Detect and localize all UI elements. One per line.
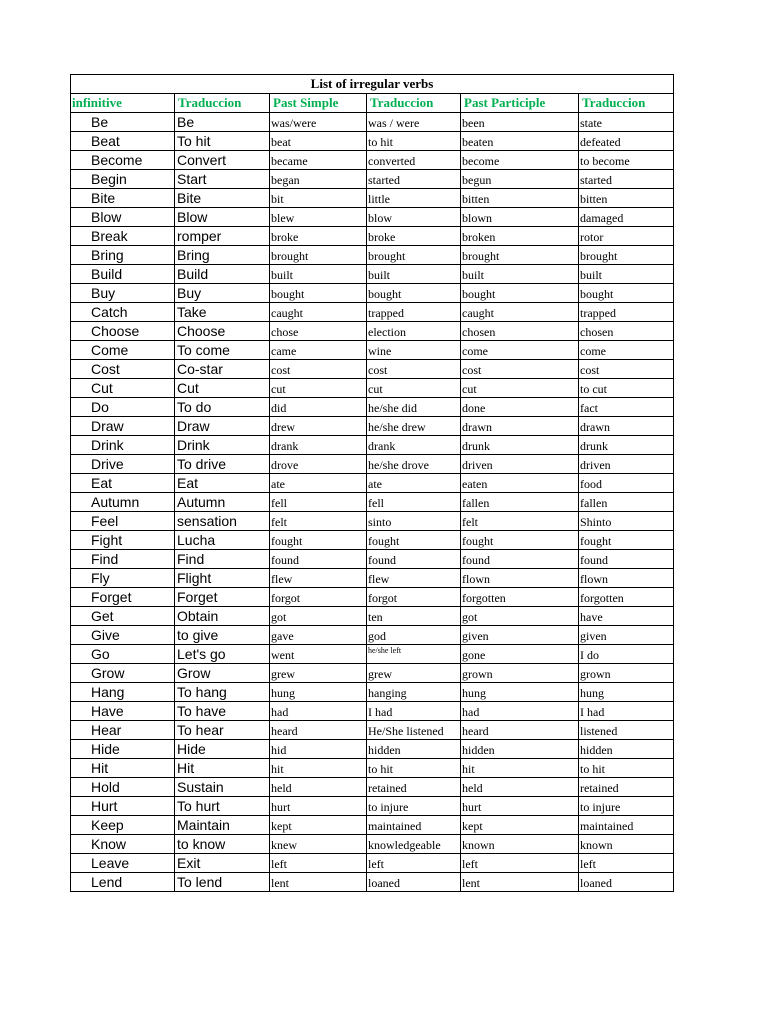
- traduccion-participle-cell: defeated: [579, 132, 674, 151]
- header-infinitive: infinitive: [71, 94, 175, 113]
- table-row: [71, 721, 674, 740]
- table-body: [71, 75, 674, 892]
- past-participle-cell: fallen: [461, 493, 579, 512]
- infinitive-cell: Go: [71, 645, 175, 664]
- traduccion-past-cell: flew: [367, 569, 461, 588]
- traduccion-past-cell: he/she left: [367, 645, 461, 664]
- traduccion-participle-cell: hung: [579, 683, 674, 702]
- infinitive-cell: Keep: [71, 816, 175, 835]
- traduccion-past-cell: hidden: [367, 740, 461, 759]
- past-participle-cell: heard: [461, 721, 579, 740]
- traduccion-cell: romper: [175, 227, 270, 246]
- table-row: [71, 740, 674, 759]
- traduccion-past-cell: brought: [367, 246, 461, 265]
- traduccion-participle-cell: bitten: [579, 189, 674, 208]
- past-simple-cell: broke: [270, 227, 367, 246]
- traduccion-cell: Grow: [175, 664, 270, 683]
- past-simple-cell: got: [270, 607, 367, 626]
- traduccion-participle-cell: fallen: [579, 493, 674, 512]
- traduccion-past-cell: ten: [367, 607, 461, 626]
- header-past-participle: Past Participle: [461, 94, 579, 113]
- past-participle-cell: got: [461, 607, 579, 626]
- traduccion-past-cell: converted: [367, 151, 461, 170]
- table-row: [71, 265, 674, 284]
- traduccion-cell: Draw: [175, 417, 270, 436]
- traduccion-past-cell: loaned: [367, 873, 461, 892]
- past-simple-cell: built: [270, 265, 367, 284]
- traduccion-participle-cell: known: [579, 835, 674, 854]
- table-row: [71, 284, 674, 303]
- past-simple-cell: bit: [270, 189, 367, 208]
- title-row: [71, 75, 674, 94]
- traduccion-participle-cell: to injure: [579, 797, 674, 816]
- traduccion-participle-cell: started: [579, 170, 674, 189]
- table-row: [71, 854, 674, 873]
- table-row: [71, 873, 674, 892]
- table-row: [71, 626, 674, 645]
- infinitive-cell: Come: [71, 341, 175, 360]
- traduccion-past-cell: fought: [367, 531, 461, 550]
- infinitive-cell: Hit: [71, 759, 175, 778]
- traduccion-participle-cell: to hit: [579, 759, 674, 778]
- table-row: [71, 398, 674, 417]
- table-row: [71, 588, 674, 607]
- infinitive-cell: Get: [71, 607, 175, 626]
- past-participle-cell: chosen: [461, 322, 579, 341]
- traduccion-cell: Eat: [175, 474, 270, 493]
- traduccion-past-cell: hanging: [367, 683, 461, 702]
- traduccion-participle-cell: listened: [579, 721, 674, 740]
- infinitive-cell: Draw: [71, 417, 175, 436]
- traduccion-cell: Choose: [175, 322, 270, 341]
- table-row: [71, 474, 674, 493]
- traduccion-cell: Hit: [175, 759, 270, 778]
- traduccion-past-cell: maintained: [367, 816, 461, 835]
- past-participle-cell: brought: [461, 246, 579, 265]
- past-simple-cell: cost: [270, 360, 367, 379]
- past-simple-cell: held: [270, 778, 367, 797]
- past-participle-cell: eaten: [461, 474, 579, 493]
- traduccion-past-cell: wine: [367, 341, 461, 360]
- past-participle-cell: felt: [461, 512, 579, 531]
- infinitive-cell: Hurt: [71, 797, 175, 816]
- past-participle-cell: drawn: [461, 417, 579, 436]
- past-simple-cell: heard: [270, 721, 367, 740]
- traduccion-past-cell: cut: [367, 379, 461, 398]
- past-participle-cell: kept: [461, 816, 579, 835]
- traduccion-cell: To lend: [175, 873, 270, 892]
- past-participle-cell: bought: [461, 284, 579, 303]
- past-participle-cell: bitten: [461, 189, 579, 208]
- infinitive-cell: Leave: [71, 854, 175, 873]
- traduccion-past-cell: little: [367, 189, 461, 208]
- traduccion-participle-cell: built: [579, 265, 674, 284]
- table-row: [71, 151, 674, 170]
- table-row: [71, 607, 674, 626]
- table-row: [71, 417, 674, 436]
- traduccion-past-cell: he/she did: [367, 398, 461, 417]
- table-row: [71, 341, 674, 360]
- traduccion-cell: Forget: [175, 588, 270, 607]
- past-participle-cell: been: [461, 113, 579, 132]
- table-row: [71, 683, 674, 702]
- traduccion-past-cell: bought: [367, 284, 461, 303]
- traduccion-cell: Take: [175, 303, 270, 322]
- past-participle-cell: beaten: [461, 132, 579, 151]
- table-row: [71, 531, 674, 550]
- infinitive-cell: Bring: [71, 246, 175, 265]
- past-simple-cell: brought: [270, 246, 367, 265]
- infinitive-cell: Become: [71, 151, 175, 170]
- infinitive-cell: Give: [71, 626, 175, 645]
- infinitive-cell: Grow: [71, 664, 175, 683]
- table-row: [71, 778, 674, 797]
- infinitive-cell: Fight: [71, 531, 175, 550]
- past-participle-cell: drunk: [461, 436, 579, 455]
- irregular-verbs-table: [70, 74, 674, 892]
- past-simple-cell: knew: [270, 835, 367, 854]
- past-participle-cell: flown: [461, 569, 579, 588]
- traduccion-participle-cell: state: [579, 113, 674, 132]
- traduccion-participle-cell: maintained: [579, 816, 674, 835]
- past-simple-cell: hurt: [270, 797, 367, 816]
- table-row: [71, 569, 674, 588]
- traduccion-cell: To do: [175, 398, 270, 417]
- traduccion-past-cell: cost: [367, 360, 461, 379]
- traduccion-cell: Lucha: [175, 531, 270, 550]
- table-row: [71, 227, 674, 246]
- past-participle-cell: built: [461, 265, 579, 284]
- infinitive-cell: Have: [71, 702, 175, 721]
- table-row: [71, 379, 674, 398]
- table-row: [71, 170, 674, 189]
- table-row: [71, 493, 674, 512]
- table-row: [71, 208, 674, 227]
- past-simple-cell: drove: [270, 455, 367, 474]
- past-participle-cell: come: [461, 341, 579, 360]
- infinitive-cell: Bite: [71, 189, 175, 208]
- table-row: [71, 512, 674, 531]
- traduccion-past-cell: was / were: [367, 113, 461, 132]
- table-row: [71, 132, 674, 151]
- traduccion-cell: to give: [175, 626, 270, 645]
- table-row: [71, 436, 674, 455]
- past-simple-cell: hung: [270, 683, 367, 702]
- past-simple-cell: bought: [270, 284, 367, 303]
- traduccion-cell: Co-star: [175, 360, 270, 379]
- past-participle-cell: known: [461, 835, 579, 854]
- past-participle-cell: forgotten: [461, 588, 579, 607]
- infinitive-cell: Begin: [71, 170, 175, 189]
- table-row: [71, 113, 674, 132]
- traduccion-past-cell: fell: [367, 493, 461, 512]
- past-simple-cell: left: [270, 854, 367, 873]
- infinitive-cell: Hear: [71, 721, 175, 740]
- table-row: [71, 550, 674, 569]
- traduccion-participle-cell: loaned: [579, 873, 674, 892]
- infinitive-cell: Be: [71, 113, 175, 132]
- traduccion-past-cell: He/She listened: [367, 721, 461, 740]
- past-simple-cell: began: [270, 170, 367, 189]
- table-row: [71, 645, 674, 664]
- past-participle-cell: driven: [461, 455, 579, 474]
- past-simple-cell: came: [270, 341, 367, 360]
- header-traduccion-1: Traduccion: [175, 94, 270, 113]
- past-participle-cell: broken: [461, 227, 579, 246]
- infinitive-cell: Catch: [71, 303, 175, 322]
- traduccion-cell: Flight: [175, 569, 270, 588]
- past-simple-cell: forgot: [270, 588, 367, 607]
- table-row: [71, 797, 674, 816]
- infinitive-cell: Cut: [71, 379, 175, 398]
- past-participle-cell: begun: [461, 170, 579, 189]
- infinitive-cell: Buy: [71, 284, 175, 303]
- traduccion-participle-cell: have: [579, 607, 674, 626]
- traduccion-cell: Blow: [175, 208, 270, 227]
- header-traduccion-3: Traduccion: [579, 94, 674, 113]
- table-row: [71, 455, 674, 474]
- table-row: [71, 759, 674, 778]
- traduccion-cell: To come: [175, 341, 270, 360]
- past-simple-cell: drank: [270, 436, 367, 455]
- traduccion-cell: Cut: [175, 379, 270, 398]
- traduccion-past-cell: grew: [367, 664, 461, 683]
- traduccion-participle-cell: drawn: [579, 417, 674, 436]
- table-row: [71, 246, 674, 265]
- traduccion-past-cell: god: [367, 626, 461, 645]
- past-participle-cell: hung: [461, 683, 579, 702]
- past-participle-cell: done: [461, 398, 579, 417]
- verb-sheet: [70, 74, 673, 892]
- past-participle-cell: hurt: [461, 797, 579, 816]
- infinitive-cell: Hang: [71, 683, 175, 702]
- traduccion-past-cell: started: [367, 170, 461, 189]
- traduccion-past-cell: trapped: [367, 303, 461, 322]
- traduccion-past-cell: he/she drew: [367, 417, 461, 436]
- infinitive-cell: Autumn: [71, 493, 175, 512]
- header-row: [71, 94, 674, 113]
- past-simple-cell: caught: [270, 303, 367, 322]
- table-row: [71, 835, 674, 854]
- traduccion-cell: To drive: [175, 455, 270, 474]
- table-row: [71, 664, 674, 683]
- traduccion-past-cell: to injure: [367, 797, 461, 816]
- past-simple-cell: found: [270, 550, 367, 569]
- header-traduccion-2: Traduccion: [367, 94, 461, 113]
- past-participle-cell: held: [461, 778, 579, 797]
- traduccion-cell: Let's go: [175, 645, 270, 664]
- traduccion-past-cell: left: [367, 854, 461, 873]
- past-simple-cell: fought: [270, 531, 367, 550]
- infinitive-cell: Hold: [71, 778, 175, 797]
- past-participle-cell: given: [461, 626, 579, 645]
- past-simple-cell: went: [270, 645, 367, 664]
- traduccion-past-cell: found: [367, 550, 461, 569]
- infinitive-cell: Know: [71, 835, 175, 854]
- infinitive-cell: Feel: [71, 512, 175, 531]
- past-simple-cell: ate: [270, 474, 367, 493]
- traduccion-cell: Build: [175, 265, 270, 284]
- traduccion-participle-cell: trapped: [579, 303, 674, 322]
- past-simple-cell: gave: [270, 626, 367, 645]
- traduccion-past-cell: to hit: [367, 759, 461, 778]
- traduccion-past-cell: retained: [367, 778, 461, 797]
- traduccion-cell: To hit: [175, 132, 270, 151]
- traduccion-participle-cell: damaged: [579, 208, 674, 227]
- past-simple-cell: kept: [270, 816, 367, 835]
- past-participle-cell: cost: [461, 360, 579, 379]
- traduccion-cell: Obtain: [175, 607, 270, 626]
- past-participle-cell: gone: [461, 645, 579, 664]
- past-participle-cell: hidden: [461, 740, 579, 759]
- infinitive-cell: Choose: [71, 322, 175, 341]
- traduccion-participle-cell: fought: [579, 531, 674, 550]
- infinitive-cell: Build: [71, 265, 175, 284]
- traduccion-participle-cell: Shinto: [579, 512, 674, 531]
- table-row: [71, 360, 674, 379]
- traduccion-cell: Drink: [175, 436, 270, 455]
- infinitive-cell: Cost: [71, 360, 175, 379]
- past-simple-cell: blew: [270, 208, 367, 227]
- traduccion-past-cell: knowledgeable: [367, 835, 461, 854]
- traduccion-participle-cell: cost: [579, 360, 674, 379]
- infinitive-cell: Hide: [71, 740, 175, 759]
- traduccion-participle-cell: bought: [579, 284, 674, 303]
- past-participle-cell: found: [461, 550, 579, 569]
- past-simple-cell: lent: [270, 873, 367, 892]
- past-simple-cell: flew: [270, 569, 367, 588]
- traduccion-past-cell: broke: [367, 227, 461, 246]
- traduccion-past-cell: election: [367, 322, 461, 341]
- past-simple-cell: did: [270, 398, 367, 417]
- infinitive-cell: Lend: [71, 873, 175, 892]
- traduccion-participle-cell: forgotten: [579, 588, 674, 607]
- infinitive-cell: Break: [71, 227, 175, 246]
- traduccion-cell: Be: [175, 113, 270, 132]
- traduccion-participle-cell: come: [579, 341, 674, 360]
- table-title: List of irregular verbs: [71, 75, 674, 94]
- past-simple-cell: cut: [270, 379, 367, 398]
- past-participle-cell: cut: [461, 379, 579, 398]
- past-simple-cell: beat: [270, 132, 367, 151]
- past-participle-cell: fought: [461, 531, 579, 550]
- traduccion-cell: Buy: [175, 284, 270, 303]
- past-participle-cell: had: [461, 702, 579, 721]
- traduccion-cell: To have: [175, 702, 270, 721]
- traduccion-participle-cell: chosen: [579, 322, 674, 341]
- traduccion-participle-cell: I had: [579, 702, 674, 721]
- table-row: [71, 303, 674, 322]
- traduccion-cell: Maintain: [175, 816, 270, 835]
- traduccion-past-cell: drank: [367, 436, 461, 455]
- traduccion-participle-cell: drunk: [579, 436, 674, 455]
- table-row: [71, 816, 674, 835]
- traduccion-cell: Exit: [175, 854, 270, 873]
- past-simple-cell: became: [270, 151, 367, 170]
- traduccion-cell: To hurt: [175, 797, 270, 816]
- traduccion-cell: To hear: [175, 721, 270, 740]
- traduccion-participle-cell: hidden: [579, 740, 674, 759]
- traduccion-past-cell: ate: [367, 474, 461, 493]
- traduccion-participle-cell: brought: [579, 246, 674, 265]
- past-simple-cell: drew: [270, 417, 367, 436]
- traduccion-participle-cell: food: [579, 474, 674, 493]
- traduccion-cell: Hide: [175, 740, 270, 759]
- traduccion-cell: Bring: [175, 246, 270, 265]
- traduccion-cell: Sustain: [175, 778, 270, 797]
- traduccion-past-cell: he/she drove: [367, 455, 461, 474]
- traduccion-participle-cell: I do: [579, 645, 674, 664]
- traduccion-past-cell: sinto: [367, 512, 461, 531]
- infinitive-cell: Forget: [71, 588, 175, 607]
- past-simple-cell: fell: [270, 493, 367, 512]
- past-simple-cell: grew: [270, 664, 367, 683]
- infinitive-cell: Beat: [71, 132, 175, 151]
- traduccion-participle-cell: retained: [579, 778, 674, 797]
- past-simple-cell: had: [270, 702, 367, 721]
- infinitive-cell: Blow: [71, 208, 175, 227]
- traduccion-cell: Bite: [175, 189, 270, 208]
- table-row: [71, 322, 674, 341]
- traduccion-cell: Find: [175, 550, 270, 569]
- past-participle-cell: grown: [461, 664, 579, 683]
- past-participle-cell: caught: [461, 303, 579, 322]
- traduccion-past-cell: forgot: [367, 588, 461, 607]
- past-participle-cell: left: [461, 854, 579, 873]
- past-simple-cell: was/were: [270, 113, 367, 132]
- traduccion-past-cell: I had: [367, 702, 461, 721]
- traduccion-participle-cell: flown: [579, 569, 674, 588]
- traduccion-cell: Autumn: [175, 493, 270, 512]
- past-simple-cell: hit: [270, 759, 367, 778]
- infinitive-cell: Fly: [71, 569, 175, 588]
- past-participle-cell: become: [461, 151, 579, 170]
- past-simple-cell: chose: [270, 322, 367, 341]
- traduccion-past-cell: to hit: [367, 132, 461, 151]
- traduccion-past-cell: built: [367, 265, 461, 284]
- infinitive-cell: Do: [71, 398, 175, 417]
- traduccion-participle-cell: fact: [579, 398, 674, 417]
- past-participle-cell: blown: [461, 208, 579, 227]
- traduccion-participle-cell: given: [579, 626, 674, 645]
- header-past-simple: Past Simple: [270, 94, 367, 113]
- infinitive-cell: Eat: [71, 474, 175, 493]
- traduccion-participle-cell: rotor: [579, 227, 674, 246]
- past-simple-cell: hid: [270, 740, 367, 759]
- traduccion-participle-cell: to become: [579, 151, 674, 170]
- traduccion-cell: Convert: [175, 151, 270, 170]
- traduccion-participle-cell: found: [579, 550, 674, 569]
- past-simple-cell: felt: [270, 512, 367, 531]
- traduccion-cell: sensation: [175, 512, 270, 531]
- traduccion-past-cell: blow: [367, 208, 461, 227]
- traduccion-cell: To hang: [175, 683, 270, 702]
- table-row: [71, 702, 674, 721]
- infinitive-cell: Drive: [71, 455, 175, 474]
- past-participle-cell: hit: [461, 759, 579, 778]
- infinitive-cell: Drink: [71, 436, 175, 455]
- traduccion-participle-cell: to cut: [579, 379, 674, 398]
- infinitive-cell: Find: [71, 550, 175, 569]
- traduccion-participle-cell: driven: [579, 455, 674, 474]
- traduccion-participle-cell: grown: [579, 664, 674, 683]
- traduccion-cell: to know: [175, 835, 270, 854]
- traduccion-cell: Start: [175, 170, 270, 189]
- table-row: [71, 189, 674, 208]
- traduccion-participle-cell: left: [579, 854, 674, 873]
- past-participle-cell: lent: [461, 873, 579, 892]
